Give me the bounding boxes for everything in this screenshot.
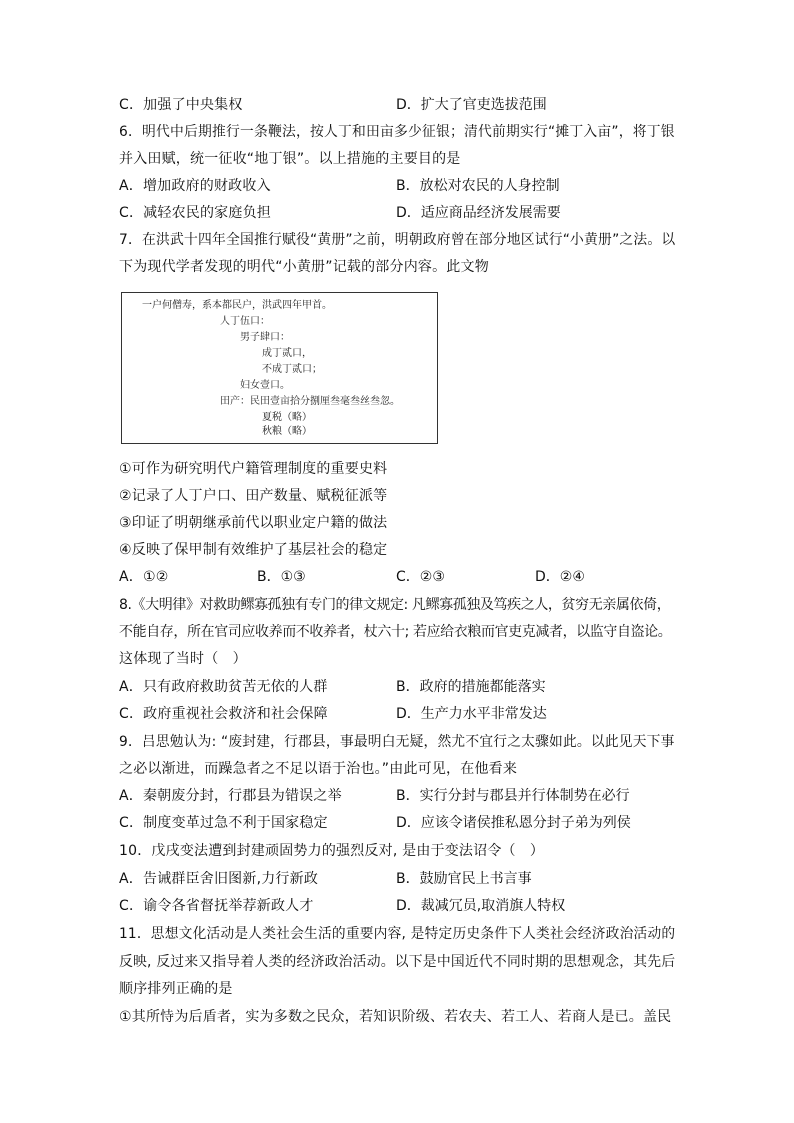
q6-stem: 6．明代中后期推行一条鞭法，按人丁和田亩多少征银；清代前期实行“摊丁入亩”，将丁银 [119, 124, 675, 140]
q11-stem: 反映, 反过来又指导着人类的经济政治活动。以下是中国近代不同时期的思想观念，其先后 [119, 954, 676, 970]
q9-stem: 9．吕思勉认为: “废封建，行郡县，事最明白无疑，然尤不宜行之太骤如此。以此见天下事 [119, 734, 675, 750]
q7-item-4: ④反映了保甲制有效维护了基层社会的稳定 [119, 542, 388, 558]
q8-option-a[interactable]: A．只有政府救助贫苦无依的人群 [119, 679, 328, 695]
excerpt-line: 秋粮（略） [262, 426, 312, 437]
q7-option-a[interactable]: A．①② [119, 569, 169, 585]
q8-option-b[interactable]: B．政府的措施都能落实 [396, 679, 546, 695]
q7-option-b[interactable]: B．①③ [257, 569, 306, 585]
q6-stem: 并入田赋，统一征收“地丁银”。以上措施的主要目的是 [119, 151, 461, 167]
excerpt-line: 一户何僧寿，系本都民户，洪武四年甲首。 [142, 300, 332, 311]
q9-option-b[interactable]: B．实行分封与郡县并行体制势在必行 [396, 788, 630, 804]
q11-stem: 顺序排列正确的是 [119, 981, 233, 997]
q7-option-d[interactable]: D．②④ [535, 569, 585, 585]
q10-option-c[interactable]: C．谕令各省督抚举荐新政人才 [119, 898, 314, 914]
q7-stem: 7．在洪武十四年全国推行赋役“黄册”之前，明朝政府曾在部分地区试行“小黄册”之法。以 [119, 232, 676, 248]
q8-option-d[interactable]: D．生产力水平非常发达 [396, 706, 547, 722]
excerpt-line: 人丁伍口： [220, 316, 270, 327]
q6-option-b[interactable]: B．放松对农民的人身控制 [396, 178, 560, 194]
q7-item-2: ②记录了人丁户口、田产数量、赋税征派等 [119, 488, 388, 504]
excerpt-line: 不成丁贰口； [262, 364, 322, 375]
q8-stem: 这体现了当时（ ） [119, 651, 247, 667]
q5-option-d[interactable]: D．扩大了官吏选拔范围 [396, 97, 547, 113]
excerpt-line: 男子肆口： [240, 332, 290, 343]
q10-option-a[interactable]: A．告诫群臣舍旧图新,力行新政 [119, 871, 319, 887]
q8-option-c[interactable]: C．政府重视社会救济和社会保障 [119, 706, 328, 722]
q9-option-d[interactable]: D．应该令诸侯推私恩分封子弟为列侯 [396, 815, 631, 831]
q7-option-c[interactable]: C．②③ [396, 569, 445, 585]
q9-stem: 之必以渐进，而躁急者之不足以语于治也。”由此可见，在他看来 [119, 761, 518, 777]
q7-item-1: ①可作为研究明代户籍管理制度的重要史料 [119, 461, 388, 477]
q10-option-b[interactable]: B．鼓励官民上书言事 [396, 871, 532, 887]
excerpt-line: 田产：民田壹亩拾分捌厘叁毫叁丝叁忽。 [220, 396, 400, 407]
q11-item-1: ①其所恃为后盾者，实为多数之民众，若知识阶级、若农夫、若工人、若商人是已。盖民 [119, 1009, 672, 1025]
q11-stem: 11．思想文化活动是人类社会生活的重要内容, 是特定历史条件下人类社会经济政治活动的 [119, 926, 676, 942]
q6-option-d[interactable]: D．适应商品经济发展需要 [396, 205, 561, 221]
q6-option-a[interactable]: A．增加政府的财政收入 [119, 178, 271, 194]
excerpt-line: 夏税（略） [262, 412, 312, 423]
q8-stem: 不能自存，所在官司应收养而不收养者，杖六十; 若应给衣粮而官吏克减者，以监守自盗论。 [119, 624, 672, 640]
q6-option-c[interactable]: C．减轻农民的家庭负担 [119, 205, 271, 221]
q7-item-3: ③印证了明朝继承前代以职业定户籍的做法 [119, 515, 388, 531]
q9-option-c[interactable]: C．制度变革过急不利于国家稳定 [119, 815, 328, 831]
q5-option-c[interactable]: C．加强了中央集权 [119, 97, 243, 113]
q9-option-a[interactable]: A．秦朝废分封，行郡县为错误之举 [119, 788, 342, 804]
excerpt-line: 妇女壹口。 [240, 380, 290, 391]
q8-stem: 8.《大明律》对救助鳏寡孤独有专门的律文规定: 凡鳏寡孤独及笃疾之人，贫穷无亲属依倚， [119, 597, 671, 613]
q7-stem: 下为现代学者发现的明代“小黄册”记载的部分内容。此文物 [119, 259, 489, 275]
q10-stem: 10．戊戌变法遭到封建顽固势力的强烈反对, 是由于变法诏令（ ） [119, 843, 545, 859]
q10-option-d[interactable]: D．裁减冗员,取消旗人特权 [396, 898, 566, 914]
huangce-excerpt-box [121, 292, 438, 444]
excerpt-line: 成丁贰口， [262, 348, 312, 359]
